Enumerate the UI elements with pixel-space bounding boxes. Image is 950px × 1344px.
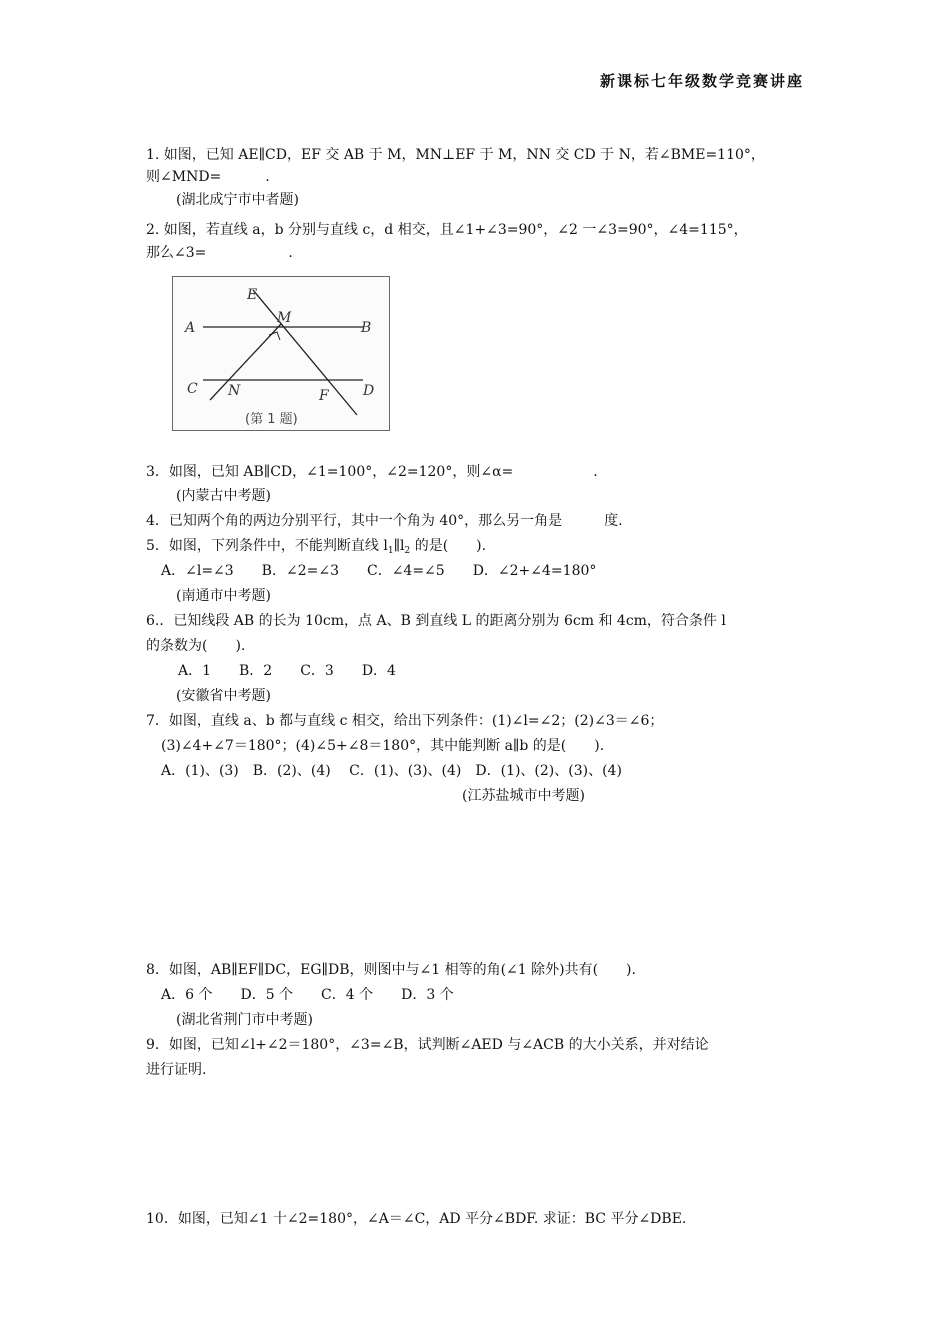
- q3-text-line1: [146, 462, 598, 482]
- q2-prompt: 那么∠3=: [146, 245, 207, 261]
- q2-text-line2: [146, 243, 293, 263]
- label-b: B: [361, 320, 372, 336]
- q9-text-line1: 9．如图，已知∠l+∠2＝180°，∠3=∠B，试判断∠AED 与∠ACB 的大小关系，并对结论: [146, 1037, 709, 1053]
- label-f: F: [319, 388, 329, 404]
- q7-options: A．(1)、(3) B．(2)、(4) C．(1)、(3)、(4) D．(1)、(2)、(3)、(4): [161, 763, 622, 779]
- q5-subscript-1: 1: [387, 546, 394, 556]
- q4-unit: 度.: [604, 513, 623, 529]
- q1-period: .: [265, 169, 270, 185]
- q10-text-line1: 10．如图，已知∠1 十∠2=180°，∠A＝∠C，AD 平分∠BDF. 求证：BC 平分∠DBE.: [146, 1211, 687, 1227]
- q5-source: (南通市中考题): [176, 588, 271, 604]
- q7-text-line2: (3)∠4+∠7＝180°；(4)∠5+∠8＝180°，其中能判断 a∥b 的是( ).: [161, 738, 605, 754]
- q9-text-line2: 进行证明.: [146, 1062, 207, 1078]
- label-e: E: [247, 287, 258, 303]
- q1-prompt: 则∠MND=: [146, 169, 222, 185]
- line-ef: [253, 290, 357, 415]
- q5-prompt-b: 的是( ).: [410, 538, 487, 554]
- line-mn: [210, 324, 281, 400]
- q8-source: (湖北省荆门市中考题): [176, 1012, 313, 1028]
- q8-text-line1: 8．如图，AB∥EF∥DC，EG∥DB，则图中与∠1 相等的角(∠1 除外)共有( ).: [146, 962, 636, 978]
- page-header-title: 新课标七年级数学竞赛讲座: [599, 72, 804, 90]
- q3-period: .: [593, 464, 598, 480]
- q2-text-line1: 2. 如图，若直线 a，b 分别与直线 c，d 相交，且∠1+∠3=90°，∠2 一∠3=90°，∠4=115°，: [146, 222, 748, 238]
- q1-text-line1: 1. 如图，已知 AE∥CD，EF 交 AB 于 M，MN⊥EF 于 M，NN 交 CD 于 N，若∠BME=110°，: [146, 147, 765, 163]
- q5-prompt-mid: ∥l: [393, 538, 405, 554]
- label-m: M: [277, 310, 292, 326]
- q1-text-line2: [146, 167, 270, 187]
- q5-text-line1: [146, 536, 486, 561]
- q6-text-line2: 的条数为( ).: [146, 638, 246, 654]
- q6-source: (安徽省中考题): [176, 688, 271, 704]
- q7-source: (江苏盐城市中考题): [462, 788, 585, 804]
- q5-subscript-2: 2: [404, 546, 411, 556]
- q3-prompt: 3．如图，已知 AB∥CD，∠1=100°，∠2=120°，则∠α=: [146, 464, 514, 480]
- label-n: N: [228, 383, 241, 399]
- q3-source: (内蒙古中考题): [176, 488, 271, 504]
- q4-prompt: 4．已知两个角的两边分别平行，其中一个角为 40°，那么另一角是: [146, 513, 563, 529]
- q1-source: (湖北成宁市中者题): [176, 192, 299, 208]
- q6-text-line1: 6.．已知线段 AB 的长为 10cm，点 A、B 到直线 L 的距离分别为 6cm 和 4cm，符合条件 l: [146, 613, 726, 629]
- q6-options: A．1 B．2 C．3 D．4: [178, 663, 396, 679]
- q5-prompt-a: 5．如图，下列条件中，不能判断直线 l: [146, 538, 388, 554]
- label-a: A: [185, 320, 196, 336]
- q4-text-line1: [146, 511, 623, 531]
- q8-options: A．6 个 D．5 个 C．4 个 D．3 个: [161, 987, 454, 1003]
- q2-period: .: [288, 245, 293, 261]
- q5-options: A．∠l=∠3 B．∠2=∠3 C．∠4=∠5 D．∠2+∠4=180°: [161, 563, 597, 579]
- q7-text-line1: 7．如图，直线 a、b 都与直线 c 相交，给出下列条件：(1)∠l=∠2；(2)∠3＝∠6；: [146, 713, 664, 729]
- figure-q1-diagram: [173, 277, 389, 430]
- figure-q1-caption: (第 1 题): [245, 412, 298, 427]
- figure-q1: [172, 276, 390, 431]
- label-d: D: [363, 383, 375, 399]
- label-c: C: [187, 381, 198, 397]
